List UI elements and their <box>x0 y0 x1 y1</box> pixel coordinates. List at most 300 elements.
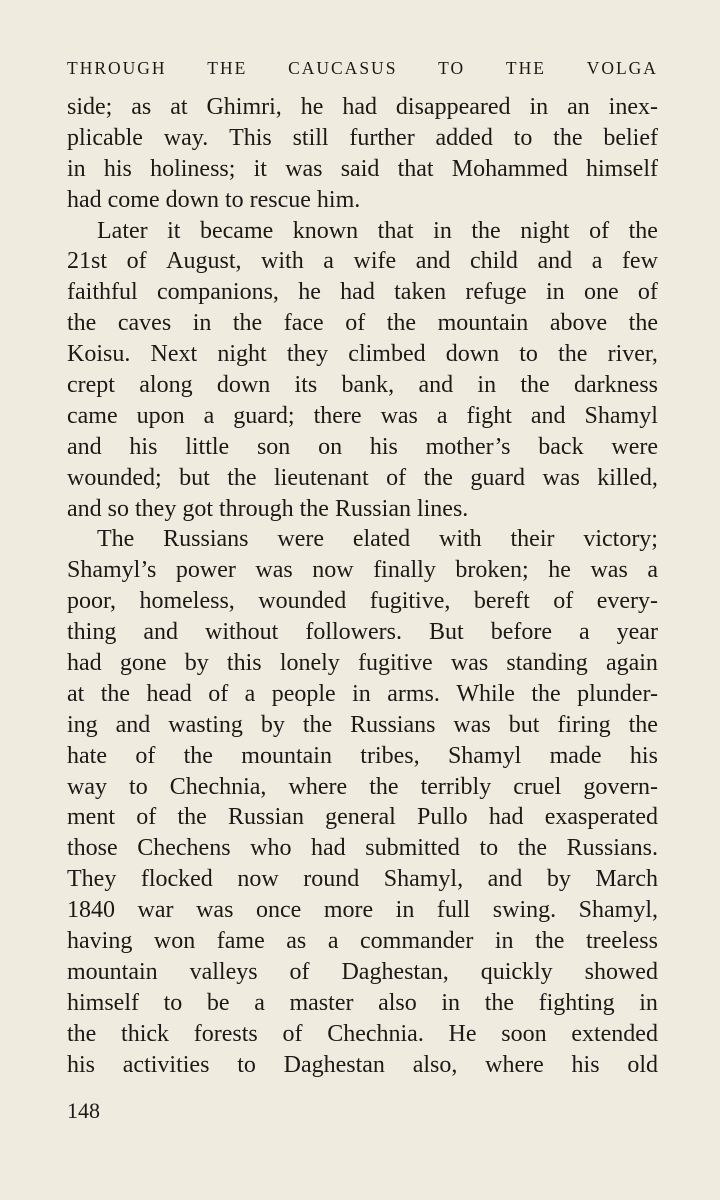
word: was <box>590 557 628 584</box>
word: at <box>67 680 85 707</box>
word: Shamyl, <box>383 866 464 893</box>
word: and <box>487 866 523 893</box>
word: Chechnia, <box>169 773 267 800</box>
word: of <box>135 742 156 769</box>
word: was <box>380 402 418 429</box>
word: killed, <box>597 464 658 491</box>
word: quickly <box>480 958 553 985</box>
word: Next <box>150 341 198 368</box>
text-line <box>67 988 658 1019</box>
word: bereft <box>473 588 530 615</box>
word: an <box>567 94 590 120</box>
word: the <box>302 711 333 738</box>
word: having <box>67 928 133 955</box>
word: a <box>578 619 590 646</box>
word: wounded <box>258 588 347 615</box>
word: that <box>397 155 434 182</box>
word: fighting <box>538 989 615 1016</box>
word: the <box>628 310 658 337</box>
word: of <box>208 680 229 707</box>
text-line <box>67 308 658 339</box>
word: at <box>170 94 188 120</box>
word: had <box>342 94 377 120</box>
word: soon <box>501 1020 547 1047</box>
word: one <box>583 279 619 306</box>
word: down <box>216 372 271 399</box>
text-line <box>67 154 658 185</box>
word: ment <box>67 804 115 831</box>
word: had <box>311 835 346 862</box>
running-head <box>67 56 658 80</box>
running-head-word: THE <box>505 58 546 78</box>
word: his <box>67 1051 96 1078</box>
word: with <box>261 248 304 275</box>
line-text: had come down to rescue him. <box>67 186 361 213</box>
word: inex- <box>608 94 658 120</box>
word: the <box>520 372 550 399</box>
word: guard; <box>233 402 295 429</box>
word: where <box>288 773 348 800</box>
word: in <box>67 155 86 182</box>
word: forests <box>193 1020 258 1047</box>
word: full <box>436 897 471 924</box>
word: it <box>167 217 181 244</box>
word: valleys <box>189 958 258 985</box>
text-line <box>67 957 658 988</box>
word: be <box>206 989 230 1016</box>
word: the <box>232 310 263 337</box>
word: where <box>485 1051 544 1078</box>
word: darkness <box>574 372 658 399</box>
word: the <box>100 680 131 707</box>
word: people <box>271 680 336 707</box>
word: was <box>196 897 234 924</box>
word: Koisu. <box>67 341 131 368</box>
word: and <box>67 433 102 460</box>
word: Pullo <box>416 804 468 831</box>
word: thick <box>121 1020 170 1047</box>
text-line <box>67 524 658 555</box>
text-line <box>67 277 658 308</box>
word: was <box>453 711 491 738</box>
word: the <box>67 1020 97 1047</box>
word: as <box>131 94 152 120</box>
word: the <box>423 464 453 491</box>
text-line <box>67 494 658 525</box>
word: son <box>256 433 291 460</box>
word: tribes, <box>360 742 420 769</box>
word: was <box>285 155 323 182</box>
running-head-word: VOLGA <box>586 58 658 78</box>
word: upon <box>136 402 185 429</box>
word: activities <box>122 1051 210 1078</box>
word: lonely <box>279 650 340 677</box>
word: the <box>535 928 565 955</box>
text-line <box>67 339 658 370</box>
word: more <box>323 897 374 924</box>
word: While <box>456 680 515 707</box>
text-line <box>67 216 658 247</box>
word: ing <box>67 711 98 738</box>
word: March <box>595 866 658 893</box>
word: the <box>558 341 588 368</box>
word: before <box>490 619 552 646</box>
text-line <box>67 926 658 957</box>
word: the <box>386 310 417 337</box>
word: hate <box>67 742 107 769</box>
page-number: 148 <box>67 1098 100 1123</box>
word: Russians. <box>566 835 658 862</box>
word: victory; <box>583 526 658 553</box>
text-line <box>67 895 658 926</box>
text-line <box>67 92 658 123</box>
word: made <box>549 742 602 769</box>
word: that <box>377 217 414 244</box>
word: Shamyl’s <box>67 557 157 584</box>
text-line <box>67 648 658 679</box>
word: commander <box>360 928 474 955</box>
word: fight <box>466 402 512 429</box>
word: by <box>184 650 209 677</box>
line-text: and so they got through the Russian lines. <box>67 495 469 522</box>
word: child <box>469 248 518 275</box>
word: those <box>67 835 118 862</box>
word: their <box>510 526 555 553</box>
word: The <box>97 526 135 553</box>
word: poor, <box>67 588 117 615</box>
word: the <box>628 217 658 244</box>
word: of <box>126 248 147 275</box>
word: way. <box>163 124 209 151</box>
word: night <box>520 217 570 244</box>
word: along <box>139 372 193 399</box>
word: he <box>548 557 571 584</box>
word: and <box>143 619 178 646</box>
word: in <box>395 897 415 924</box>
word: and <box>415 248 451 275</box>
word: the <box>227 464 257 491</box>
text-line <box>67 370 658 401</box>
word: had <box>67 650 102 677</box>
word: were <box>277 526 324 553</box>
running-head-word: TO <box>438 58 466 78</box>
word: in <box>546 279 565 306</box>
word: with <box>438 526 482 553</box>
word: extended <box>571 1020 658 1047</box>
word: guard <box>470 464 525 491</box>
word: climbed <box>348 341 426 368</box>
text-line <box>67 123 658 154</box>
word: known <box>292 217 359 244</box>
word: They <box>67 866 117 893</box>
word: of <box>289 958 310 985</box>
word: broken; <box>455 557 529 584</box>
word: of <box>553 588 574 615</box>
word: terribly <box>420 773 492 800</box>
word: 21st <box>67 248 108 275</box>
word: by <box>546 866 571 893</box>
word: submitted <box>365 835 460 862</box>
running-head-word: THROUGH <box>67 58 167 78</box>
word: He <box>448 1020 477 1047</box>
word: above <box>549 310 608 337</box>
word: he <box>300 94 324 120</box>
word: to <box>163 989 183 1016</box>
word: river, <box>607 341 658 368</box>
word: his <box>369 433 398 460</box>
word: treeless <box>585 928 658 955</box>
word: the <box>553 124 583 151</box>
word: as <box>286 928 307 955</box>
word: followers. <box>305 619 402 646</box>
word: a <box>327 928 339 955</box>
word: were <box>611 433 658 460</box>
word: crept <box>67 372 115 399</box>
word: again <box>605 650 658 677</box>
word: a <box>647 557 658 584</box>
word: mountain <box>67 958 158 985</box>
word: in <box>494 928 514 955</box>
word: to <box>479 835 499 862</box>
word: wife <box>353 248 397 275</box>
word: night <box>217 341 267 368</box>
word: of <box>589 217 610 244</box>
word: in <box>433 217 452 244</box>
word: faithful <box>67 279 138 306</box>
word: gone <box>119 650 167 677</box>
word: power <box>175 557 236 584</box>
text-line <box>67 617 658 648</box>
word: thing <box>67 619 117 646</box>
word: in <box>529 94 549 120</box>
word: also <box>378 989 417 1016</box>
word: But <box>429 619 464 646</box>
word: mountain <box>437 310 529 337</box>
word: he <box>298 279 321 306</box>
word: to <box>513 124 533 151</box>
text-line <box>67 463 658 494</box>
text-line <box>67 864 658 895</box>
word: This <box>229 124 272 151</box>
word: his <box>571 1051 600 1078</box>
word: cruel <box>513 773 562 800</box>
body-text <box>67 92 658 1081</box>
word: the <box>628 711 658 738</box>
text-line <box>67 1019 658 1050</box>
word: to <box>519 341 538 368</box>
word: plunder- <box>577 680 658 707</box>
word: finally <box>373 557 436 584</box>
word: mother’s <box>425 433 511 460</box>
word: Russians <box>163 526 249 553</box>
word: its <box>294 372 318 399</box>
text-line <box>67 432 658 463</box>
word: of <box>282 1020 303 1047</box>
word: Russians <box>350 711 436 738</box>
word: in <box>352 680 371 707</box>
word: was <box>542 464 580 491</box>
word: of <box>386 464 407 491</box>
word: still <box>292 124 329 151</box>
word: Daghestan, <box>341 958 449 985</box>
text-line <box>67 246 658 277</box>
word: without <box>205 619 279 646</box>
word: a <box>436 402 448 429</box>
word: also, <box>412 1051 458 1078</box>
word: of <box>345 310 366 337</box>
word: came <box>67 402 118 429</box>
word: flocked <box>140 866 213 893</box>
word: year <box>616 619 658 646</box>
text-line <box>67 185 658 216</box>
word: lieutenant <box>274 464 369 491</box>
word: in <box>639 989 658 1016</box>
word: a <box>591 248 603 275</box>
word: Shamyl <box>447 742 522 769</box>
word: taken <box>394 279 447 306</box>
word: it <box>253 155 267 182</box>
word: standing <box>506 650 588 677</box>
word: Mohammed <box>451 155 568 182</box>
word: refuge <box>465 279 527 306</box>
word: war <box>137 897 174 924</box>
word: and <box>530 402 566 429</box>
word: fugitive, <box>369 588 451 615</box>
word: himself <box>67 989 139 1016</box>
word: a <box>254 989 265 1016</box>
word: on <box>318 433 343 460</box>
word: himself <box>585 155 658 182</box>
word: in <box>192 310 212 337</box>
word: elated <box>352 526 411 553</box>
text-line <box>67 802 658 833</box>
text-line <box>67 586 658 617</box>
word: showed <box>584 958 658 985</box>
word: the <box>177 804 207 831</box>
word: Ghimri, <box>206 94 282 120</box>
word: little <box>185 433 230 460</box>
word: arms. <box>387 680 440 707</box>
word: way <box>67 773 107 800</box>
word: down <box>445 341 500 368</box>
running-head-word: CAUCASUS <box>288 58 398 78</box>
word: the <box>531 680 561 707</box>
word: who <box>250 835 292 862</box>
word: was <box>255 557 293 584</box>
word: every- <box>596 588 658 615</box>
word: Russian <box>227 804 304 831</box>
text-line <box>67 1050 658 1081</box>
word: his <box>129 433 158 460</box>
word: 1840 <box>67 897 115 924</box>
word: won <box>153 928 196 955</box>
word: of <box>136 804 157 831</box>
word: to <box>129 773 148 800</box>
word: the <box>517 835 548 862</box>
word: wasting <box>168 711 243 738</box>
word: side; <box>67 94 113 120</box>
word: fugitive <box>358 650 433 677</box>
word: master <box>289 989 354 1016</box>
word: few <box>621 248 658 275</box>
word: swing. <box>492 897 557 924</box>
word: the <box>67 310 97 337</box>
word: companions, <box>156 279 279 306</box>
word: Later <box>97 217 148 244</box>
word: in <box>441 989 461 1016</box>
word: but <box>508 711 540 738</box>
word: further <box>349 124 415 151</box>
word: plicable <box>67 124 143 151</box>
word: bank, <box>341 372 395 399</box>
word: and <box>537 248 573 275</box>
word: Shamyl, <box>578 897 658 924</box>
word: now <box>312 557 354 584</box>
word: and <box>418 372 454 399</box>
text-line <box>67 833 658 864</box>
word: was <box>450 650 489 677</box>
word: there <box>313 402 362 429</box>
word: once <box>255 897 302 924</box>
text-line <box>67 741 658 772</box>
word: in <box>477 372 497 399</box>
word: to <box>237 1051 256 1078</box>
word: wounded; <box>67 464 162 491</box>
text-line <box>67 710 658 741</box>
word: exasperated <box>544 804 658 831</box>
word: the <box>369 773 399 800</box>
word: firing <box>557 711 611 738</box>
word: the <box>471 217 501 244</box>
word: the <box>183 742 213 769</box>
word: homeless, <box>139 588 235 615</box>
word: the <box>484 989 515 1016</box>
text-line <box>67 679 658 710</box>
word: old <box>627 1051 658 1078</box>
word: Chechens <box>137 835 231 862</box>
word: head <box>146 680 192 707</box>
word: belief <box>603 124 658 151</box>
word: his <box>103 155 132 182</box>
word: added <box>435 124 493 151</box>
word: and <box>115 711 151 738</box>
word: caves <box>117 310 172 337</box>
word: had <box>340 279 375 306</box>
word: Daghestan <box>283 1051 385 1078</box>
word: face <box>283 310 324 337</box>
word: disappeared <box>395 94 511 120</box>
word: a <box>203 402 215 429</box>
word: general <box>325 804 396 831</box>
word: by <box>260 711 285 738</box>
word: this <box>226 650 262 677</box>
word: now <box>237 866 279 893</box>
word: said <box>340 155 380 182</box>
word: mountain <box>241 742 332 769</box>
text-line <box>67 772 658 803</box>
word: became <box>200 217 274 244</box>
word: they <box>286 341 329 368</box>
word: a <box>244 680 256 707</box>
word: round <box>303 866 360 893</box>
word: Chechnia. <box>327 1020 424 1047</box>
word: of <box>637 279 658 306</box>
word: back <box>538 433 584 460</box>
running-head-word: THE <box>207 58 248 78</box>
word: had <box>488 804 524 831</box>
text-line <box>67 555 658 586</box>
word: holiness; <box>150 155 236 182</box>
